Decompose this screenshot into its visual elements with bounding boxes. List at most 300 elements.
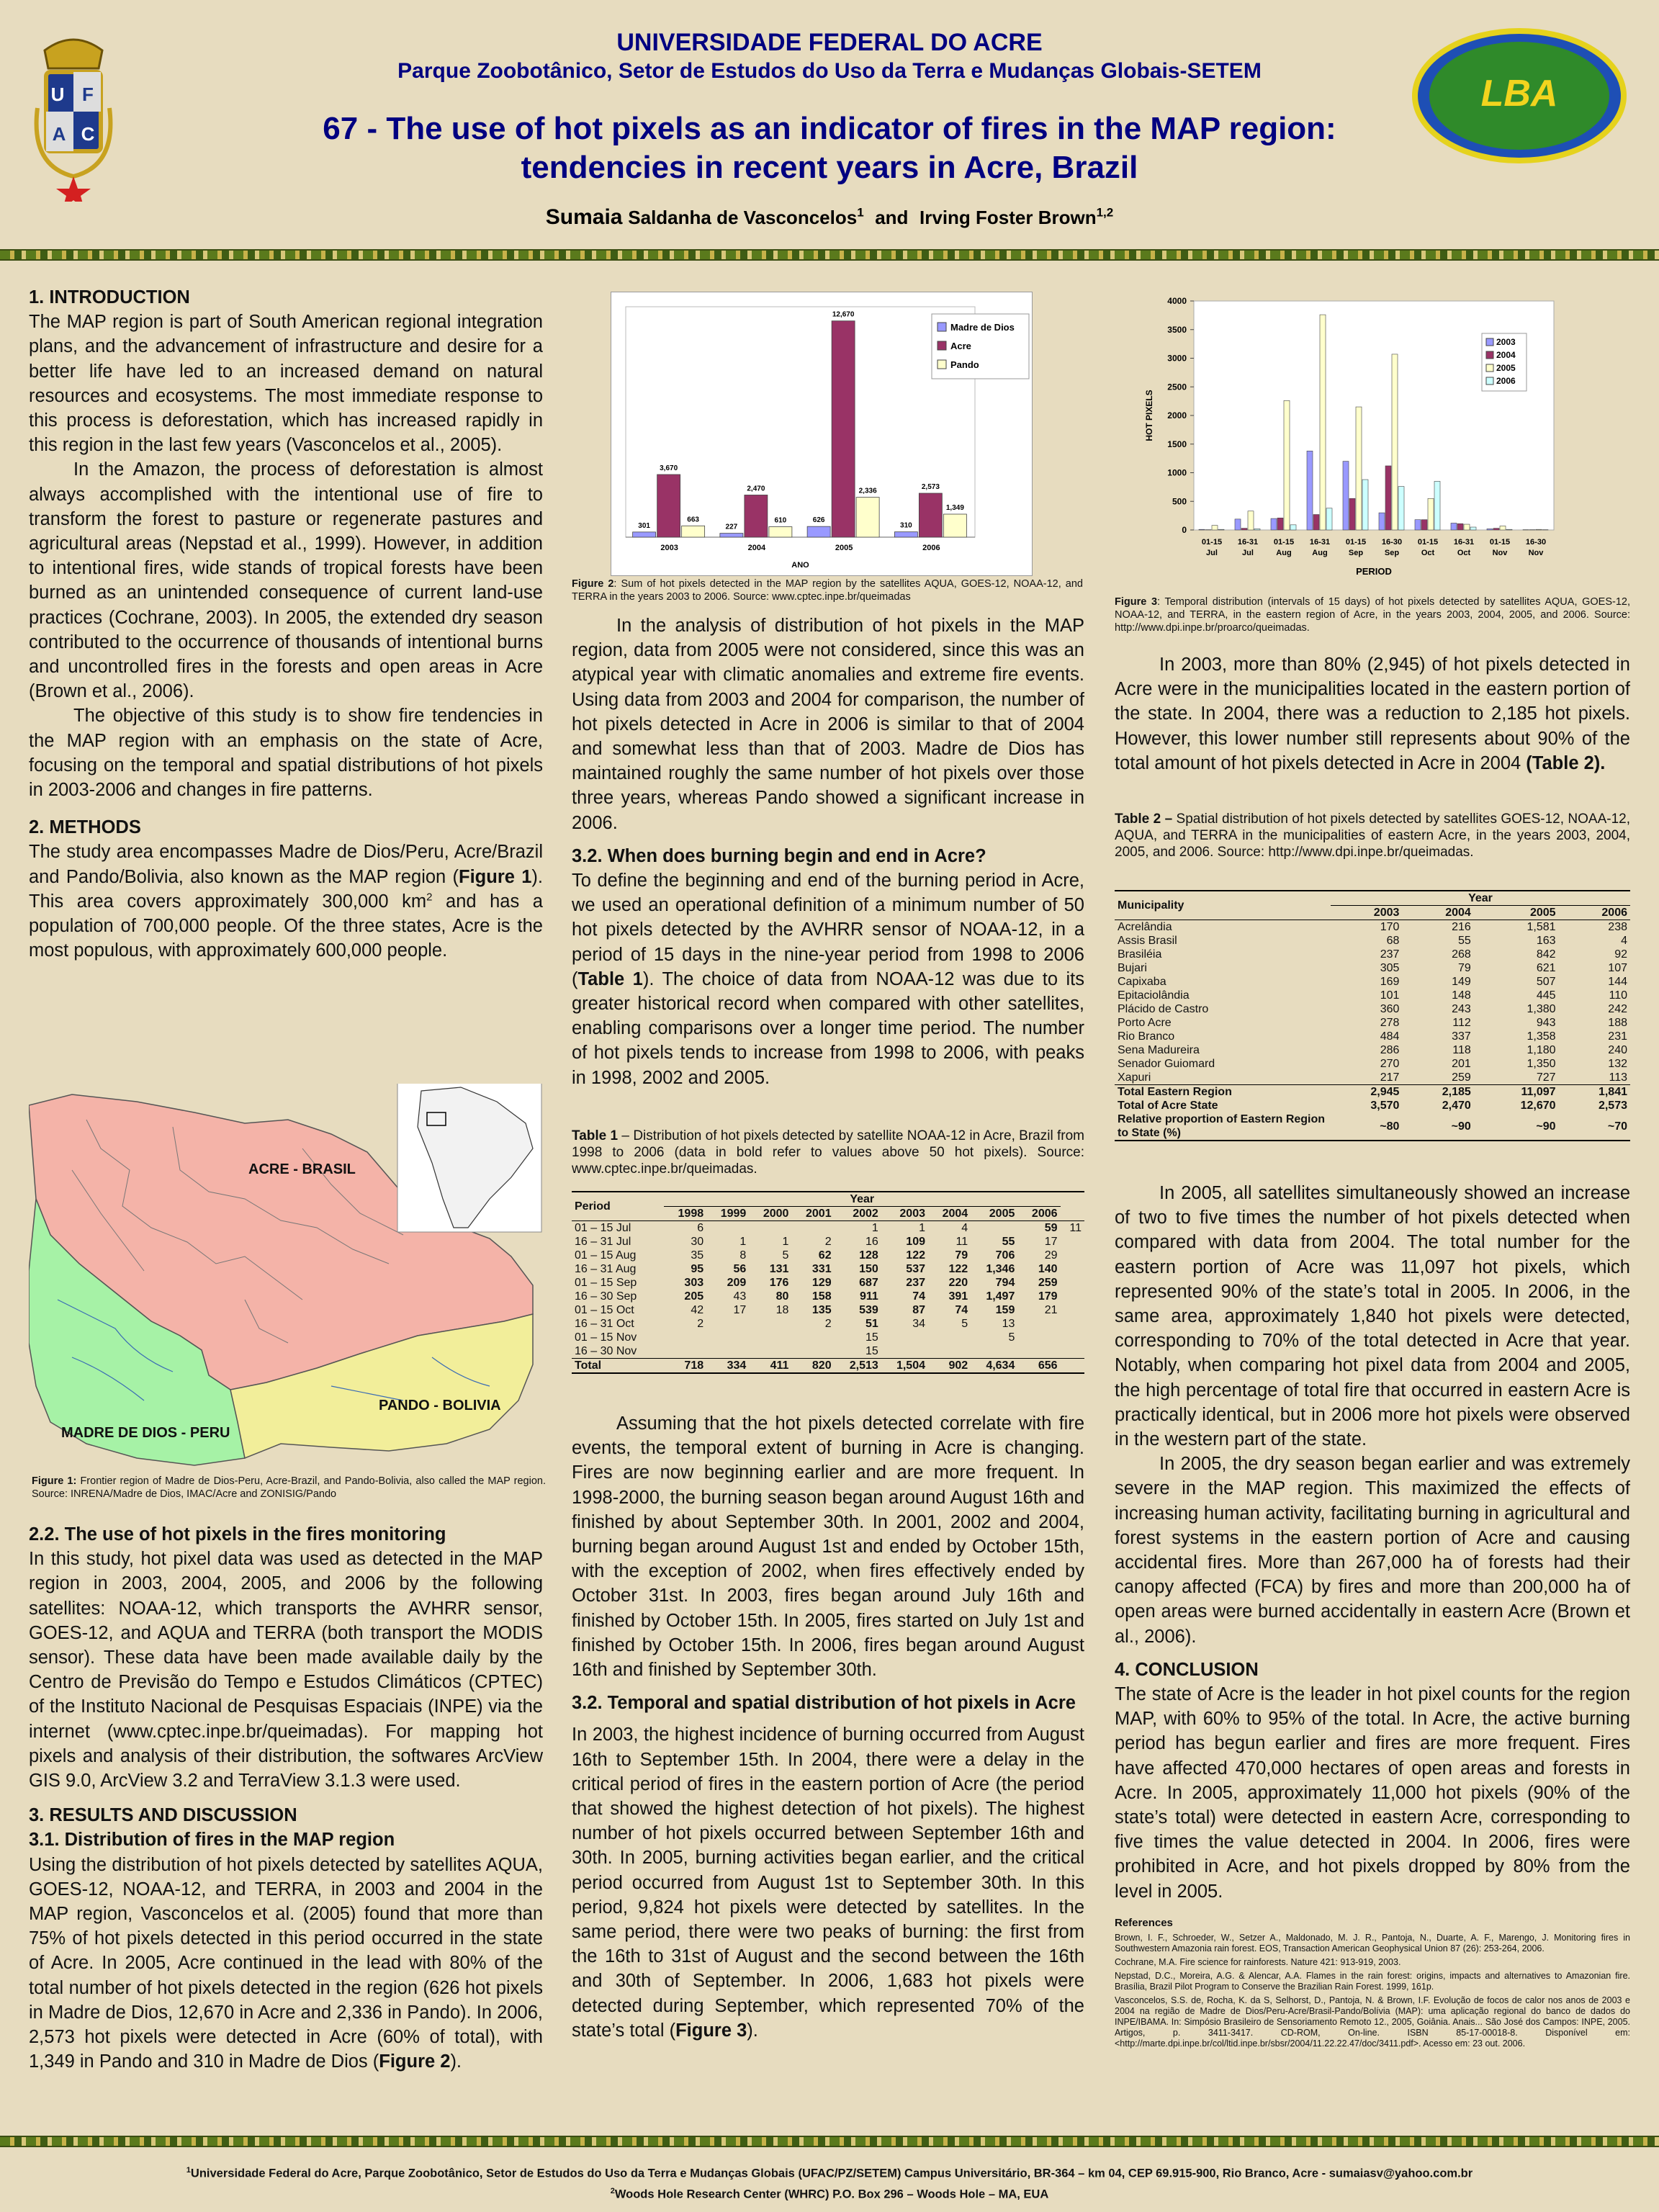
t2-cell: ~80 — [1380, 1120, 1400, 1133]
t1-period: 01 – 15 Sep — [575, 1277, 637, 1289]
t1-cell: 1 — [782, 1236, 789, 1248]
t1-cell: 17 — [733, 1304, 747, 1316]
column-2 — [572, 613, 1084, 1090]
t2-cell: 238 — [1608, 921, 1627, 933]
t1-cell: 158 — [811, 1290, 832, 1303]
fig3-y-tick: 1000 — [1167, 467, 1187, 478]
fig3-bar — [1398, 487, 1404, 530]
col2-p4b: ). — [747, 2020, 758, 2041]
column-1 — [29, 285, 543, 963]
t2-cell: 132 — [1608, 1058, 1627, 1070]
fig3-legend-entry: 2006 — [1496, 376, 1516, 386]
table-row — [1115, 961, 1630, 975]
fig3-bar — [1235, 519, 1241, 530]
table-row — [1115, 1043, 1630, 1057]
t1-cell — [664, 1331, 706, 1344]
fig3-bar — [1254, 529, 1260, 530]
t2-cell: 943 — [1536, 1017, 1556, 1029]
fig3-bar — [1379, 513, 1385, 530]
fig2-data-label: 2,470 — [747, 485, 765, 493]
methods-p1 — [29, 840, 543, 963]
fig2-bar — [919, 493, 942, 537]
t2-cell: 1,581 — [1527, 921, 1556, 933]
t1-cell — [749, 1344, 791, 1359]
fig3-bar — [1199, 529, 1205, 530]
t1-cell: 1,497 — [986, 1290, 1015, 1303]
t1-year-header: Year — [664, 1192, 1061, 1207]
methods-fig-ref: Figure 1 — [459, 866, 532, 887]
fig2-x-tick: 2005 — [835, 544, 853, 552]
fig3-ref: Figure 3 — [675, 2020, 747, 2041]
t1-cell: 80 — [775, 1290, 789, 1303]
map-svg — [29, 1084, 543, 1473]
t2-year-header: Year — [1331, 891, 1630, 906]
t2-cell: 170 — [1380, 921, 1400, 933]
t2-cell: 237 — [1380, 948, 1400, 961]
t1-period: 01 – 15 Oct — [575, 1304, 634, 1316]
fig2-x-tick: 2006 — [922, 544, 940, 552]
fig3-y-label: HOT PIXELS — [1144, 390, 1154, 441]
t1-year: 2002 — [853, 1208, 878, 1220]
figure-2-chart — [611, 292, 1033, 576]
t1-year: 2005 — [989, 1208, 1015, 1220]
table-row — [1115, 975, 1630, 989]
t2-cell: 148 — [1452, 989, 1471, 1002]
svg-text:C: C — [81, 123, 95, 145]
fig3-legend-entry: 2005 — [1496, 363, 1516, 373]
t2-cell: 3,570 — [1370, 1100, 1400, 1112]
intro-p3: The objective of this study is to show fire tendencies in the MAP region with an emphasis on the state of Acre, focusing on the temporal and spatial distributions of hot pixels in 2003-2006 and changes in fire patterns. — [29, 706, 543, 801]
t2-municipality: Plácido de Castro — [1118, 1003, 1209, 1015]
t2-municipality: Xapuri — [1118, 1071, 1151, 1084]
t1-cell: 59 — [1044, 1222, 1058, 1234]
t1-cell: 1 — [919, 1222, 925, 1234]
t1-cell: 718 — [684, 1359, 704, 1372]
t2-cell: 113 — [1609, 1071, 1627, 1084]
t2-cell: 149 — [1452, 976, 1471, 988]
t1-cell: 656 — [1038, 1359, 1058, 1372]
fig3-bar — [1487, 529, 1493, 530]
fig3-x-tick-month: Jul — [1242, 549, 1254, 557]
fig2-svg — [611, 292, 1033, 577]
results-heading: 3. RESULTS AND DISCUSSION — [29, 1805, 297, 1826]
table2-caption-text: Spatial distribution of hot pixels detected by satellites GOES-12, NOAA-12, AQUA, and TERRA in the municipalities of eastern Acre, in the years 2003, 2004, 2005, and 2006. Source: http://www.dpi.inpe.br/queimadas. — [1115, 811, 1630, 860]
fig3-bar — [1421, 520, 1427, 530]
t2-cell: 268 — [1452, 948, 1471, 961]
t1-cell: 15 — [866, 1345, 878, 1357]
t1-cell: 1,346 — [986, 1263, 1015, 1275]
t1-year: 1998 — [678, 1208, 704, 1220]
t1-cell: 30 — [691, 1236, 704, 1248]
t1-period-header: Period — [575, 1200, 611, 1213]
fig3-y-tick: 0 — [1182, 525, 1187, 535]
table-row — [572, 1235, 1084, 1249]
lba-logo-text: LBA — [1480, 73, 1558, 114]
methods-p1b: ). This area covers approximately 300,000 km — [29, 866, 543, 912]
table-row — [572, 1303, 1084, 1317]
fig3-bar — [1284, 400, 1290, 530]
table-row — [572, 1290, 1084, 1303]
intro-p2: In the Amazon, the process of deforestation is almost always accomplished with the intentional use of fire to transform the forest to pasture or regenerate pastures and agricultural areas (Nepstad et al., 1999). However, in addition to intentional fires, wide stands of tropical forests have been burned as an unintended consequence of current land-use practices (Cochrane, 2003). In 2005, the extended dry season contributed to the occurrence of thousands of intentional burns and uncontrolled fires in the forests and open areas in Acre (Brown et al., 2006). — [29, 459, 543, 702]
t1-cell — [1017, 1331, 1060, 1344]
t2-municipality: Bujari — [1118, 962, 1147, 974]
methods-p1c: and has a population of 700,000 people. Of the three states, Acre is the most populous, with approximately 600,000 people. — [29, 891, 543, 961]
t2-cell: 270 — [1380, 1058, 1400, 1070]
t2-cell: ~70 — [1607, 1120, 1627, 1133]
fig3-bar — [1536, 529, 1542, 530]
t2-cell: 4 — [1621, 935, 1627, 947]
t1-cell: 2 — [824, 1236, 832, 1248]
t1-cell: 687 — [859, 1277, 878, 1289]
t2-cell: 144 — [1608, 976, 1627, 988]
fig3-y-tick: 500 — [1172, 496, 1187, 507]
fig2-caption-text: : Sum of hot pixels detected in the MAP region by the satellites AQUA, GOES-12, NOAA-12, and TERRA in the years 2003 to 2006. Source: www.cptec.inpe.br/queimadas — [572, 578, 1083, 603]
t2-cell: 842 — [1536, 948, 1556, 961]
col3-p3: In 2005, the dry season began earlier and was extremely severe in the MAP region. This maximized the effects of increasing human activity, facilitating burning in agricultural and forest systems in the eastern portion of Acre and causing accidental fires. More than 267,000 ha of forests had their canopy affected (FCA) by fires and more than 200,000 ha of open areas were burned accidentally in eastern Acre (Brown et al., 2006). — [1115, 1454, 1630, 1647]
author2-sup: 1,2 — [1096, 205, 1114, 220]
t1-cell — [749, 1221, 791, 1236]
t2-cell: 101 — [1380, 989, 1400, 1002]
fig3-bar — [1248, 511, 1254, 530]
figure-2-caption — [572, 577, 1083, 603]
author2: Irving Foster Brown — [920, 207, 1097, 228]
s31-fig-ref: Figure 2 — [379, 2051, 451, 2072]
t1-period: 16 – 30 Sep — [575, 1290, 637, 1303]
t2-municipality: Sena Madureira — [1118, 1044, 1200, 1056]
t2-cell: 1,358 — [1527, 1030, 1556, 1043]
fig3-bar — [1241, 529, 1247, 530]
fig3-bar — [1326, 508, 1332, 530]
fig3-x-tick: 01-15 — [1417, 538, 1439, 547]
t1-cell: 56 — [733, 1263, 747, 1275]
t1-cell: 237 — [906, 1277, 925, 1289]
t2-municipality: Total Eastern Region — [1118, 1086, 1232, 1098]
t1-cell: 4,634 — [986, 1359, 1015, 1372]
t1-cell: 5 — [782, 1249, 789, 1262]
t1-cell — [791, 1344, 834, 1359]
t1-period: 01 – 15 Nov — [575, 1331, 637, 1344]
t1-cell: 2,513 — [849, 1359, 878, 1372]
t2-cell: ~90 — [1451, 1120, 1471, 1133]
col3-p2: In 2005, all satellites simultaneously showed an increase of two to five times the number of hot pixels detected when compared with data from 2004. The total number for the eastern portion of Acre was 11,097 hot pixels, which represented 90% of the state’s total in 2005. In 2006, in the same area, approximately 1,840 hot pixels were detected, corresponding to 70% of the total detected in Acre that year. Notably, when comparing hot pixel data from 2004 and 2005, the high percentage of total fire that occurred in eastern Acre is practically identical, but in 2006 more hot pixels were observed in the western part of the state. — [1115, 1183, 1630, 1450]
fig2-data-label: 227 — [725, 523, 738, 531]
t1-cell: 259 — [1038, 1277, 1058, 1289]
t1-cell — [881, 1331, 928, 1344]
column-2-lower — [572, 1411, 1084, 2043]
t1-cell: 128 — [859, 1249, 878, 1262]
t1-cell: 1 — [871, 1222, 878, 1234]
fig3-bar — [1349, 498, 1355, 530]
col2-p2b: ). The choice of data from NOAA-12 was due to its greater historical record when compared with other satellites, enabling comparisons over a longer time period. The number of hot pixels tends to increase from 1998 to 2006, with peaks in 1998, 2002 and 2005. — [572, 968, 1084, 1088]
s32b-heading: 3.2. Temporal and spatial distribution of hot pixels in Acre — [572, 1693, 1076, 1714]
table1-grid — [572, 1191, 1084, 1374]
fig2-bar — [943, 514, 966, 537]
fig2-bar — [682, 526, 705, 537]
col3-p1 — [1115, 652, 1630, 775]
t1-cell: 220 — [948, 1277, 968, 1289]
t1-cell: 122 — [948, 1263, 968, 1275]
t2-cell: 1,350 — [1527, 1058, 1556, 1070]
fig3-bar — [1428, 498, 1434, 530]
t1-cell — [791, 1331, 834, 1344]
fig3-x-tick-month: Oct — [1457, 549, 1471, 557]
fig2-data-label: 2,336 — [858, 487, 877, 495]
t1-year: 2001 — [806, 1208, 832, 1220]
fig3-bar — [1451, 523, 1457, 530]
t2-cell: 305 — [1380, 962, 1400, 974]
table-row — [572, 1249, 1084, 1262]
fig3-x-tick: 16-31 — [1309, 538, 1331, 547]
t1-cell: 74 — [955, 1304, 968, 1316]
map-label-acre: ACRE - BRASIL — [248, 1161, 356, 1177]
t1-cell: 331 — [811, 1263, 832, 1275]
fig2-data-label: 3,670 — [660, 464, 678, 473]
poster-header — [0, 0, 1659, 248]
t1-cell: 51 — [866, 1318, 878, 1330]
t1-cell: 411 — [770, 1359, 789, 1372]
t1-period: 01 – 15 Jul — [575, 1222, 631, 1234]
t1-cell — [706, 1331, 749, 1344]
col2-p2 — [572, 868, 1084, 1090]
t2-cell: 92 — [1614, 948, 1627, 961]
t1-cell: 902 — [948, 1359, 968, 1372]
fig3-caption-text: : Temporal distribution (intervals of 15 days) of hot pixels detected by satellites AQUA, GOES-12, NOAA-12, and TERRA, in the eastern region of Acre, in the years 2003, 2004, 2005, and 2006. Source: http://www.dpi.inpe.br/proarco/queimadas. — [1115, 596, 1631, 634]
fig3-bar — [1356, 407, 1362, 530]
t1-cell: 13 — [1002, 1318, 1015, 1330]
fig3-bar — [1307, 451, 1313, 530]
t2-municipality: Porto Acre — [1118, 1017, 1172, 1029]
t1-cell: 35 — [691, 1249, 704, 1262]
t1-cell — [791, 1221, 834, 1236]
t1-cell — [706, 1317, 749, 1331]
svg-text:A: A — [52, 123, 66, 145]
col2-p1: In the analysis of distribution of hot pixels in the MAP region, data from 2005 were not considered, since this was an atypical year with climatic anomalies and extreme fire events. Using data from 2003 and 2004 for comparison, the number of hot pixels detected in Acre in 2006 is similar to that of 2004 and somewhat less than that of 2003. Madre de Dios has maintained roughly the same number of hot pixels over those three years, whereas Pando showed a significant increase in 2006. — [572, 616, 1084, 833]
fig3-x-tick-month: Oct — [1421, 549, 1435, 557]
t1-cell — [928, 1344, 971, 1359]
table-1 — [572, 1191, 1084, 1374]
t1-cell: 109 — [906, 1236, 925, 1248]
table-row — [1115, 1112, 1630, 1141]
title-line-2: tendencies in recent years in Acre, Brazil — [521, 150, 1138, 185]
t1-cell: 159 — [995, 1304, 1015, 1316]
table-row — [572, 1262, 1084, 1276]
t2-municipality: Capixaba — [1118, 976, 1166, 988]
t1-year: 2000 — [763, 1208, 789, 1220]
table-row — [572, 1359, 1084, 1374]
svg-text:F: F — [82, 84, 94, 105]
t1-period: Total — [575, 1359, 602, 1372]
table-row — [1115, 1016, 1630, 1030]
t2-cell: 188 — [1608, 1017, 1627, 1029]
table-row — [1115, 1030, 1630, 1043]
t1-cell — [881, 1344, 928, 1359]
t1-cell: 4 — [961, 1222, 968, 1234]
t1-cell: 150 — [859, 1263, 878, 1275]
t2-cell: 112 — [1452, 1017, 1471, 1029]
map-label-pando: PANDO - BOLIVIA — [379, 1398, 501, 1413]
fig2-legend — [932, 314, 1029, 379]
fig2-bar — [832, 321, 855, 537]
table-row — [1115, 1071, 1630, 1085]
table-row — [1115, 920, 1630, 935]
fig3-x-tick: 16-31 — [1453, 538, 1475, 547]
t2-cell: 1,180 — [1527, 1044, 1556, 1056]
fig3-x-tick: 16-31 — [1237, 538, 1259, 547]
t1-cell — [706, 1221, 749, 1236]
fig3-x-label: PERIOD — [1356, 566, 1392, 577]
table1-caption-bold: Table 1 — [572, 1128, 619, 1143]
reference-item: Vasconcelos, S.S. de, Rocha, K. da S, Selhorst, D., Pantoja, N. & Brown, I.F. Evolução de focos de calor nos anos de 2003 e 2004 na região de Madre de Dios/Peru-Acre/Brasil-Pando/Bolívia (MAP): uma aplicação regional do banco de dados do INPE/IBAMA. In: Simpósio Brasileiro de Sensoriamento Remoto 12., 2005, Goiânia. Anais... São José dos Campos: INPE, 2005. Artigos, p. 3411-3417. CD-ROM, On-line. ISBN 85-17-00018-8. Disponível em: <http://marte.dpi.inpe.br/col/ltid.inpe.br/sbsr/2004/11.22.22.47/doc/3411.pdf>. Acesso em: 23 out. 2006. — [1115, 1995, 1630, 2049]
s31-heading: 3.1. Distribution of fires in the MAP region — [29, 1830, 395, 1851]
t1-period: 16 – 31 Oct — [575, 1318, 634, 1330]
t1-period: 16 – 31 Jul — [575, 1236, 631, 1248]
t2-cell: 286 — [1380, 1044, 1400, 1056]
fig3-bar — [1385, 466, 1391, 530]
fig2-bar — [894, 532, 917, 537]
table-row — [1115, 989, 1630, 1002]
t1-cell: 18 — [775, 1304, 789, 1316]
fig2-bar — [769, 527, 792, 537]
fig3-svg — [1115, 287, 1630, 593]
fig3-bar — [1313, 515, 1319, 530]
fig3-bar — [1493, 529, 1499, 530]
t2-municipality: Senador Guiomard — [1118, 1058, 1215, 1070]
t2-cell: 68 — [1386, 935, 1400, 947]
methods-sup: 2 — [426, 891, 433, 904]
t2-cell: 259 — [1452, 1071, 1471, 1084]
t1-year: 2003 — [899, 1208, 925, 1220]
col2-p4a: In 2003, the highest incidence of burning occurred from August 16th to September 15th. In 2004, there were a delay in the critical period of fires in the eastern portion of Acre (the period that showed the highest detection of hot pixels). The highest number of hot pixels occurred between September 16th and 30th. In 2005, burning activities began earlier, and the critical period occurred from August 1st to September 30th. In this period, 9,824 hot pixels were detected by satellites. In the same period, there were two peaks of burning: the first from the 16th to 31st of August and the second between the 16th and 30th of September. In 2006, 1,683 hot pixels were detected during September, which represented 70% of the state’s total ( — [572, 1725, 1084, 2041]
t1-cell: 131 — [769, 1263, 789, 1275]
t1-cell — [664, 1344, 706, 1359]
t2-cell: ~90 — [1536, 1120, 1556, 1133]
fig2-data-label: 1,349 — [945, 504, 964, 513]
fig1-caption-bold: Figure 1: — [32, 1475, 77, 1487]
t1-cell: 29 — [1044, 1249, 1058, 1262]
t1-cell: 5 — [1008, 1331, 1015, 1344]
authors-and: and — [875, 207, 909, 228]
s31-p1a: Using the distribution of hot pixels detected by satellites AQUA, GOES-12, NOAA-12, and TERRA, in 2003 and 2004 in the MAP region, Vasconcelos et al. (2005) found that more than 75% of hot pixels detected in this period occurred in the state of Acre. In 2005, Acre continued in the lead with 80% of the total number of hot pixels detected in the region (626 hot pixels in Madre de Dios, 12,670 in Acre and 2,336 in Pando). In 2006, 2,573 hot pixels were detected in Acre (60% of total), with 1,349 in Pando and 310 in Madre de Dios ( — [29, 1854, 543, 2072]
fig2-bar — [856, 498, 879, 537]
fig2-data-label: 310 — [900, 521, 912, 530]
t2-municipality: Assis Brasil — [1118, 935, 1177, 947]
table-row — [572, 1221, 1084, 1236]
t2-cell: 2,945 — [1370, 1086, 1400, 1098]
fig3-bar — [1277, 518, 1283, 530]
table-row — [572, 1331, 1084, 1344]
intro-p1: The MAP region is part of South American regional integration plans, and the advancement of infrastructure and desire for a better life have led to an increased demand on natural resources and ecosystems. The most immediate response to this process is deforestation, which has increased rapidly in this region in the last few years (Vasconcelos et al., 2005). — [29, 312, 543, 456]
t1-cell — [749, 1317, 791, 1331]
t1-cell: 135 — [811, 1304, 832, 1316]
t1-cell: 55 — [1002, 1236, 1015, 1248]
fig3-bar — [1218, 529, 1224, 530]
fig3-bar — [1271, 518, 1277, 530]
conclusion-heading: 4. CONCLUSION — [1115, 1659, 1259, 1680]
t2-municipality: Brasiléia — [1118, 948, 1162, 961]
fig3-bar — [1506, 529, 1512, 530]
t2-year: 2006 — [1601, 907, 1627, 919]
s22-heading: 2.2. The use of hot pixels in the fires monitoring — [29, 1524, 446, 1545]
fig3-x-tick: 01-15 — [1201, 538, 1223, 547]
t2-cell: 79 — [1457, 962, 1471, 974]
fig3-bar — [1320, 315, 1326, 530]
footer-line-2-text: Woods Hole Research Center (WHRC) P.O. Box 296 – Woods Hole – MA, EUA — [614, 2188, 1049, 2200]
footer-sup-1: 1 — [186, 2166, 191, 2175]
fig2-data-label: 610 — [774, 516, 787, 525]
fig2-data-label: 626 — [812, 516, 825, 525]
t1-cell: 5 — [961, 1318, 968, 1330]
t1-cell: 794 — [995, 1277, 1015, 1289]
t2-cell: 201 — [1452, 1058, 1471, 1070]
fig2-bar — [720, 534, 743, 537]
t2-cell: 2,185 — [1442, 1086, 1471, 1098]
fig3-bar — [1464, 524, 1470, 530]
t1-cell: 303 — [684, 1277, 704, 1289]
t1-cell: 62 — [818, 1249, 832, 1262]
t2-cell: 163 — [1536, 935, 1556, 947]
reference-item: Nepstad, D.C., Moreira, A.G. & Alencar, A.A. Flames in the rain forest: origins, impacts and alternatives to Amazonian fire. Brasília, Brazil Pilot Program to Conserve the Brazilian Rain Forest. 1999, 161p. — [1115, 1970, 1630, 1992]
methods-p1a: The study area encompasses Madre de Dios/Peru, Acre/Brazil and Pando/Bolivia, also known as the MAP region ( — [29, 842, 543, 887]
t2-municipality: Acrelândia — [1118, 921, 1172, 933]
fig2-data-label: 663 — [687, 516, 699, 524]
fig3-legend-entry: 2004 — [1496, 350, 1516, 360]
fig3-x-tick: 01-15 — [1345, 538, 1367, 547]
fig2-data-label: 301 — [638, 521, 650, 530]
t1-period: 16 – 31 Aug — [575, 1263, 637, 1275]
t2-cell: 484 — [1380, 1030, 1400, 1043]
fig2-caption-bold: Figure 2 — [572, 578, 614, 590]
fig3-x-tick-month: Sep — [1348, 549, 1364, 557]
t2-municipality: Total of Acre State — [1118, 1100, 1218, 1112]
t1-cell: 179 — [1038, 1290, 1058, 1303]
fig3-bar — [1434, 481, 1440, 530]
table-row — [1115, 934, 1630, 948]
t1-cell: 205 — [684, 1290, 704, 1303]
t1-cell: 122 — [906, 1249, 925, 1262]
reference-item: Brown, I. F., Schroeder, W., Setzer A., Maldonado, M. J. R., Pantoja, N., Duarte, A. F., Marengo, J. Monitoring fires in Southwestern Amazonia rain forest. EOS, Transaction American Geophysical Union 87 (26): 253-264, 2006. — [1115, 1932, 1630, 1954]
fig2-bar — [633, 532, 656, 537]
t2-cell: 621 — [1536, 962, 1556, 974]
figure-1-map — [29, 1084, 543, 1473]
t1-cell: 87 — [912, 1304, 925, 1316]
t1-cell: 539 — [859, 1304, 878, 1316]
t2-cell: 243 — [1452, 1003, 1471, 1015]
reference-item: Cochrane, M.A. Fire science for rainforests. Nature 421: 913-919, 2003. — [1115, 1956, 1401, 1967]
table2-grid — [1115, 890, 1630, 1141]
t1-cell: 820 — [811, 1359, 832, 1372]
fig3-bar — [1362, 480, 1368, 530]
authors — [0, 205, 1659, 230]
fig3-bar — [1290, 525, 1296, 530]
fig2-legend-entry: Pando — [950, 359, 979, 370]
table-row — [572, 1344, 1084, 1359]
fig2-legend-entry: Madre de Dios — [950, 322, 1015, 333]
t1-cell — [971, 1344, 1017, 1359]
footer-line-2 — [0, 2182, 1659, 2203]
t2-cell: 231 — [1608, 1030, 1627, 1043]
col3-p1a: In 2003, more than 80% (2,945) of hot pixels detected in Acre were in the municipalities located in the eastern portion of the state. In 2004, there was a reduction to 2,185 hot pixels. However, this lower number still represents about 90% of the total amount of hot pixels detected in Acre in 2004 — [1115, 655, 1630, 773]
t1-cell: 34 — [912, 1318, 925, 1330]
author1-first: Sumaia — [545, 205, 623, 229]
t1-cell: 43 — [733, 1290, 747, 1303]
s31-p1 — [29, 1853, 543, 2074]
university-name: UNIVERSIDADE FEDERAL DO ACRE — [616, 29, 1043, 56]
t2-cell: 240 — [1608, 1044, 1627, 1056]
t1-cell — [706, 1344, 749, 1359]
fig3-bar — [1500, 526, 1506, 530]
table-row — [1115, 1002, 1630, 1016]
footer-line-1-text: Universidade Federal do Acre, Parque Zoobotânico, Setor de Estudos do Uso da Terra e Mudanças Globais (UFAC/PZ/SETEM) Campus Universitário, BR-364 – km 04, CEP 69.915-900, Rio Branco, Acre - sumaiasv@yahoo.com.br — [190, 2167, 1473, 2180]
